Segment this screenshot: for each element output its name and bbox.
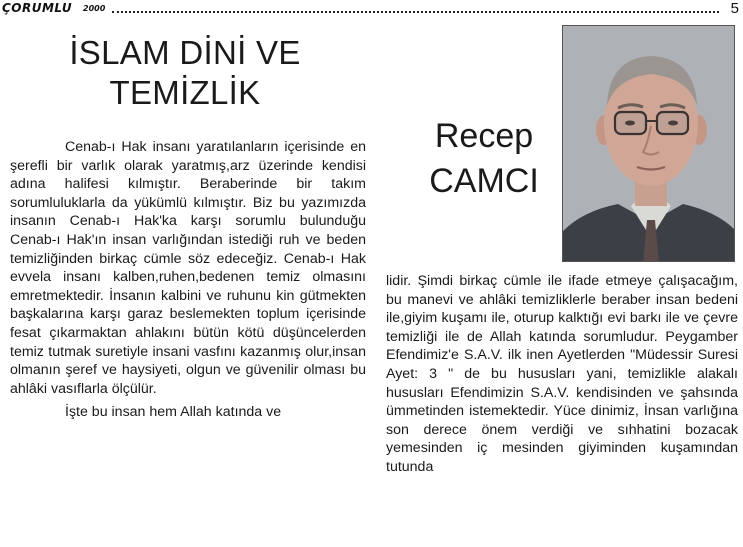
page-number: 5 [730, 0, 739, 17]
left-text-column [10, 138, 366, 422]
magazine-year: 2000 [83, 4, 106, 13]
article-paragraph-1: Cenab-ı Hak insanı yaratılanların içerisinde en şerefli bir varlık olarak yaratmış,arz üzerinde kendisi adına halifesi kılmıştır. Beraberinde bir takım sorumluluklarla da yükümlü kılmıştır. Biz bu yazımızda insanın Cenab-ı Hak'ka karşı sorumlu bulunduğu Cenab-ı Hak'ın insan varlığından istediği ruh ve beden temizliğinden birkaç cümle söz edeceğiz. Cenab-ı Hak evvela insanı kalben,ruhen,bedenen temiz olmasını emretmektedir. İnsanın kalbini ve ruhunu kin gütmekten başkalarına karşı garaz beslemekten toplum içerisinde fesat çıkarmaktan ahlakını bütün kötü düşüncelerden temiz tutmak suretiyle insani vasfını kazanmış olur,insan olmanın şeref ve haysiyeti, olgun ve güvenilir olması bu ahlâki vasıflarla ölçülür. [10, 139, 366, 397]
author-name [414, 114, 554, 204]
article-title-line-2: TEMİZLİK [109, 74, 261, 111]
article-paragraph-2: İşte bu insan hem Allah katında ve [65, 404, 282, 421]
dotted-leader [112, 11, 719, 13]
right-text-column [386, 272, 738, 477]
article-title-line-1: İSLAM DİNİ VE [69, 34, 301, 71]
author-photo [562, 25, 735, 262]
page-header [0, 0, 743, 22]
author-last-name: CAMCI [429, 162, 539, 200]
author-portrait-image [563, 26, 735, 262]
magazine-name: ÇORUMLU [2, 1, 73, 15]
article-title [30, 33, 340, 113]
author-first-name: Recep [434, 117, 534, 155]
article-continuation: lidir. Şimdi birkaç cümle ile ifade etmeye çalışacağım, bu manevi ve ahlâki temizliklerle beraber insan bedeni ile,giyim kuşamı ile, oturup kalktığı evi barkı ile ve çevre temizliği ile de Allah katında sorumludur. Peygamber Efendimiz'e S.A.V. ilk inen Ayetlerden "Müdessir Suresi Ayet: 3 " de bu hususları yani, temizlikle alakalı hususları Efendimizin S.A.V. kendisinden ve şahsında ümmetinden istemektedir. Yüce dinimiz, İnsan varlığına son derece önem verdiği ve sıhhatini bozacak yemesinden iç mesinden giyiminden kuşamından tutunda [386, 273, 738, 475]
